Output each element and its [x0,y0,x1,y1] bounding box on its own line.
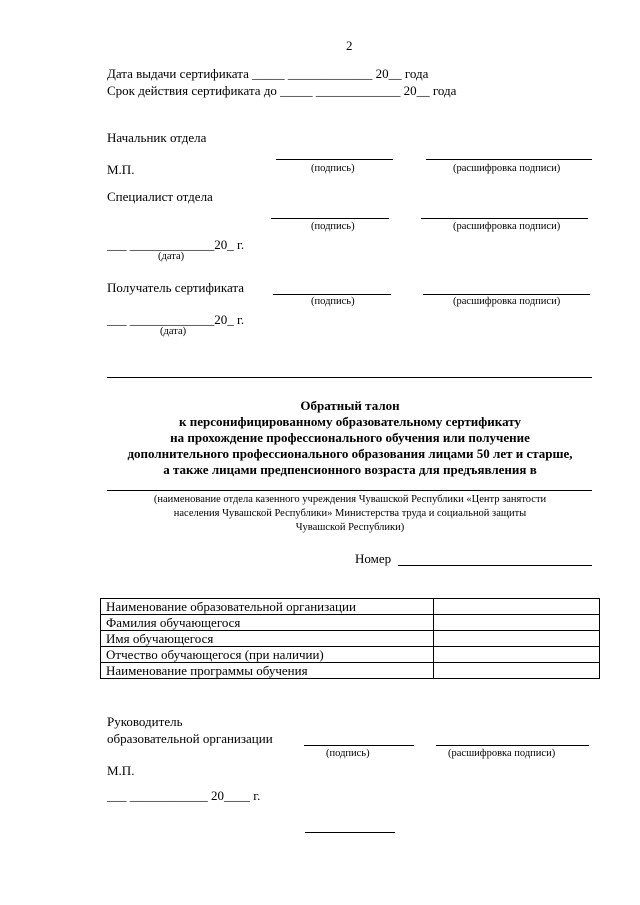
org-name-line [107,490,592,491]
row-label: Отчество обучающегося (при наличии) [101,647,434,663]
stamp-label: М.П. [107,763,135,778]
signature-decoding-line [421,218,588,219]
row-value-cell[interactable] [434,599,600,615]
signature-caption: (подпись) [326,748,370,759]
date-line: ___ _____________20_ г. [107,237,245,252]
caption-line: населения Чувашской Республики» Министерства труда и социальной защиты [173,508,527,519]
title-line: на прохождение профессионального обучения или получение [170,430,530,445]
org-name-caption [100,493,600,535]
number-line [398,565,592,566]
row-label: Имя обучающегося [101,631,434,647]
final-date-line: ___ ____________ 20____ г. [107,788,261,803]
head-of-department-label: Начальник отдела [107,130,207,145]
cut-line [107,377,592,378]
signature-decoding-caption: (расшифровка подписи) [448,748,556,759]
signature-decoding-caption: (расшифровка подписи) [453,221,561,232]
row-value-cell[interactable] [434,647,600,663]
signature-line [304,745,414,746]
date-caption: (дата) [158,251,185,262]
stamp-label: М.П. [107,162,135,177]
recipient-label: Получатель сертификата [107,280,245,295]
head-label-line1: Руководитель [107,714,183,729]
specialist-label: Специалист отдела [107,189,213,204]
date-line: ___ _____________20_ г. [107,312,245,327]
signature-decoding-caption: (расшифровка подписи) [453,163,561,174]
table-row [101,615,600,631]
signature-decoding-line [426,159,592,160]
date-caption: (дата) [160,326,187,337]
title-line: Обратный талон [300,398,400,413]
issue-date-line: Дата выдачи сертификата _____ _____________ 20__ года [107,66,429,81]
caption-line: Чувашской Республики) [295,522,405,533]
student-info-table [100,598,600,679]
signature-caption: (подпись) [311,296,355,307]
row-value-cell[interactable] [434,615,600,631]
signature-decoding-line [436,745,589,746]
page-number: 2 [346,38,353,53]
row-label: Наименование образовательной организации [101,599,434,615]
head-label-line2: образовательной организации [107,731,273,746]
number-label: Номер [355,551,392,566]
table-row [101,647,600,663]
row-label: Наименование программы обучения [101,663,434,679]
signature-line [276,159,393,160]
signature-decoding-caption: (расшифровка подписи) [453,296,561,307]
title-line: к персонифицированному образовательному сертификату [179,414,521,429]
title-line: а также лицами предпенсионного возраста для предъявления в [163,462,537,477]
title-line: дополнительного профессионального образования лицами 50 лет и старше, [127,446,573,461]
signature-line [273,294,391,295]
signature-caption: (подпись) [311,221,355,232]
row-value-cell[interactable] [434,663,600,679]
table-row [101,663,600,679]
signature-caption: (подпись) [311,163,355,174]
table-row [101,599,600,615]
signature-decoding-line [423,294,590,295]
caption-line: (наименование отдела казенного учреждения Чувашской Республики «Центр занятости [153,494,547,505]
footer-line [305,832,395,833]
row-value-cell[interactable] [434,631,600,647]
row-label: Фамилия обучающегося [101,615,434,631]
validity-line: Срок действия сертификата до _____ _____________ 20__ года [107,83,457,98]
table-row [101,631,600,647]
signature-line [271,218,389,219]
return-coupon-title [90,398,610,478]
